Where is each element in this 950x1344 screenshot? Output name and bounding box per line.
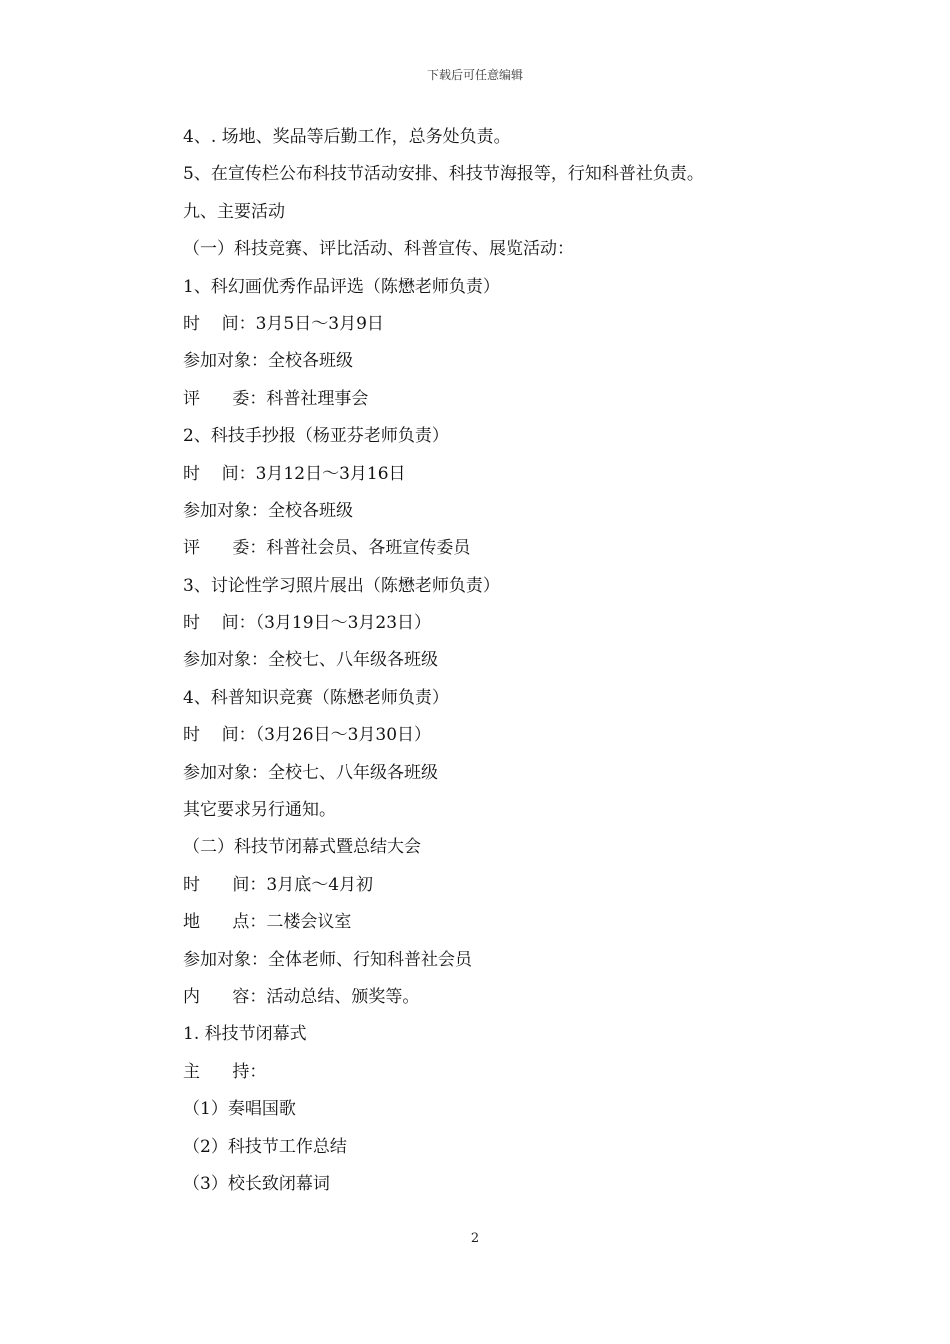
text-line: 参加对象：全校七、八年级各班级: [183, 650, 438, 671]
activity-title: 4、科普知识竞赛（陈懋老师负责）: [183, 687, 449, 708]
document-body: [183, 119, 803, 1203]
text-line: 参加对象：全校各班级: [183, 351, 353, 372]
text-line: 时 间：3月底～4月初: [183, 874, 374, 895]
text-line: 参加对象：全校七、八年级各班级: [183, 762, 438, 783]
text-line: 主 持：: [183, 1061, 267, 1082]
activity-title: 1. 科技节闭幕式: [183, 1024, 307, 1045]
text-line: 地 点：二楼会议室: [183, 912, 352, 933]
text-line: 时 间：3月12日～3月16日: [183, 463, 406, 484]
text-line: 时 间：3月5日～3月9日: [183, 313, 384, 334]
subsection-heading: （二）科技节闭幕式暨总结大会: [183, 837, 421, 858]
list-item: （1）奏唱国歌: [183, 1099, 296, 1120]
activity-title: 1、科幻画优秀作品评选（陈懋老师负责）: [183, 276, 500, 297]
page-header: 下载后可任意编辑: [426, 68, 523, 82]
text-line: 时 间：（3月19日～3月23日）: [183, 613, 432, 634]
list-item: （3）校长致闭幕词: [183, 1173, 330, 1194]
text-line: 评 委：科普社会员、各班宣传委员: [183, 538, 471, 559]
text-line: 参加对象：全体老师、行知科普社会员: [183, 949, 472, 970]
section-heading: 九、主要活动: [183, 201, 285, 222]
text-line: 时 间：（3月26日～3月30日）: [183, 725, 432, 746]
text-line: 内 容：活动总结、颁奖等。: [183, 986, 420, 1007]
list-item: （2）科技节工作总结: [183, 1136, 347, 1157]
text-line: 评 委：科普社理事会: [183, 388, 369, 409]
subsection-heading: （一）科技竞赛、评比活动、科普宣传、展览活动：: [183, 239, 574, 260]
text-line: 5、在宣传栏公布科技节活动安排、科技节海报等，行知科普社负责。: [183, 164, 704, 185]
text-line: 其它要求另行通知。: [183, 800, 336, 821]
activity-title: 2、科技手抄报（杨亚芬老师负责）: [183, 426, 449, 447]
activity-title: 3、讨论性学习照片展出（陈懋老师负责）: [183, 575, 500, 596]
text-line: 4、. 场地、奖品等后勤工作，总务处负责。: [183, 127, 511, 147]
text-line: 参加对象：全校各班级: [183, 500, 353, 521]
page-number: 2: [470, 1231, 480, 1246]
